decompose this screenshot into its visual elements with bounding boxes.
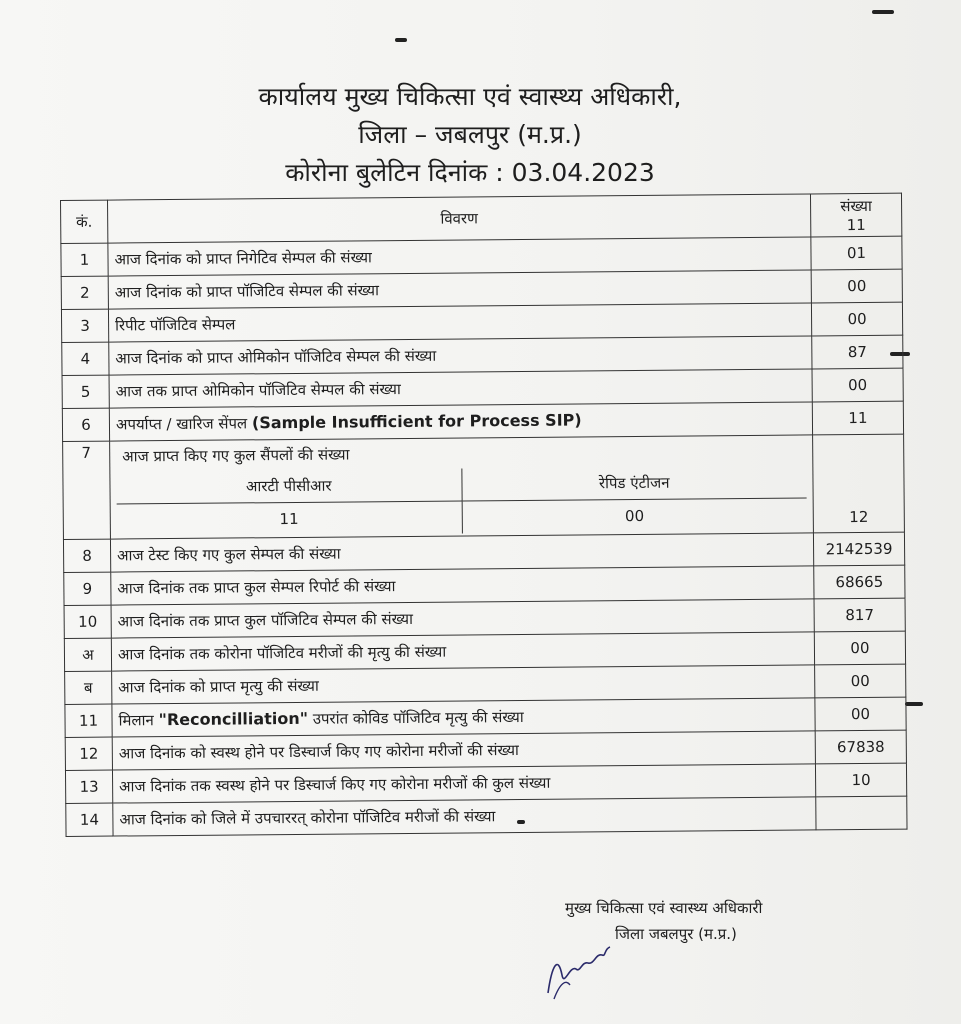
district-title: जिला – जबलपुर (म.प्र.) xyxy=(358,120,582,149)
punch-mark xyxy=(905,702,923,706)
row-val: 00 xyxy=(811,269,902,303)
row-desc: आज दिनांक को स्वस्थ होने पर डिस्चार्ज किए गए कोरोना मरीजों की संख्या xyxy=(112,731,815,770)
row-sn: 11 xyxy=(65,704,112,737)
row-desc: आज दिनांक को प्राप्त पॉजिटिव सेम्पल की संख्या xyxy=(108,270,811,309)
row-desc: रिपीट पॉजिटिव सेम्पल xyxy=(108,303,811,342)
row-sn: 6 xyxy=(62,408,109,441)
row-val: 00 xyxy=(812,368,903,402)
row-desc: आज दिनांक को प्राप्त ओमिकोन पॉजिटिव सेम्पल की संख्या xyxy=(109,336,812,375)
row-desc: आज तक प्राप्त ओमिकोन पॉजिटिव सेम्पल की संख्या xyxy=(109,369,812,408)
col-val-header xyxy=(810,193,901,237)
table-row-nested xyxy=(63,434,905,539)
row-val: 68665 xyxy=(814,565,905,599)
row-desc: आज दिनांक तक स्वस्थ होने पर डिस्चार्ज किए गए कोरोना मरीजों की कुल संख्या xyxy=(112,764,815,803)
signature-block xyxy=(565,895,762,947)
row-val: 00 xyxy=(811,302,902,336)
row-nested-cell xyxy=(110,435,814,539)
row-sn: अ xyxy=(64,638,111,671)
row-sn: 5 xyxy=(62,375,109,408)
row-desc-bold: (Sample Insufficient for Process SIP) xyxy=(251,410,582,433)
row-val: 12 xyxy=(813,434,905,533)
signatory-title: मुख्य चिकित्सा एवं स्वास्थ्य अधिकारी xyxy=(565,899,763,917)
row-desc: आज दिनांक को प्राप्त मृत्यु की संख्या xyxy=(112,665,815,704)
row-sn: ब xyxy=(65,671,112,704)
table-header-row xyxy=(61,193,902,243)
punch-mark xyxy=(395,38,407,42)
row-sn: 12 xyxy=(65,737,112,770)
sub-val-rtpcr: 11 xyxy=(117,501,462,537)
row-desc-bold: "Reconcilliation" xyxy=(158,708,309,730)
sub-head-rapid: रेपिड एंटीजन xyxy=(461,465,806,501)
document-header xyxy=(120,78,820,192)
row-val xyxy=(816,796,907,830)
signatory-district: जिला जबलपुर (म.प्र.) xyxy=(615,925,737,943)
row-desc: आज दिनांक तक कोरोना पॉजिटिव मरीजों की मृत्यु की संख्या xyxy=(111,632,814,671)
row-desc-post: उपरांत कोविड पॉजिटिव मृत्यु की संख्या xyxy=(307,707,524,728)
office-title: कार्यालय मुख्य चिकित्सा एवं स्वास्थ्य अधिकारी, xyxy=(258,82,682,111)
row-sn: 14 xyxy=(66,803,113,836)
row-val: 00 xyxy=(814,631,905,665)
row-desc: आज दिनांक को प्राप्त निगेटिव सेम्पल की संख्या xyxy=(108,237,811,276)
row-val: 00 xyxy=(815,664,906,698)
row-val: 67838 xyxy=(815,730,906,764)
sub-val-rapid: 00 xyxy=(462,498,807,534)
row-sn: 9 xyxy=(64,572,111,605)
header-val: 11 xyxy=(846,215,866,235)
row-sn: 3 xyxy=(61,309,108,342)
row-sn: 1 xyxy=(61,243,108,276)
row-sn: 4 xyxy=(62,342,109,375)
bulletin-table xyxy=(60,193,908,837)
row-val: 01 xyxy=(811,236,902,270)
punch-mark xyxy=(872,10,894,14)
table-row xyxy=(66,796,907,836)
row-desc: आज दिनांक को जिले में उपचाररत् कोरोना पॉजिटिव मरीजों की संख्या xyxy=(113,797,816,836)
col-sn-header: कं. xyxy=(61,200,108,243)
row-val: 2142539 xyxy=(813,532,904,566)
row-sn: 8 xyxy=(63,539,110,572)
row-val: 11 xyxy=(812,401,903,435)
row-desc: आज प्राप्त किए गए कुल सैंपलों की संख्या xyxy=(122,445,350,466)
bulletin-table-wrapper xyxy=(60,193,906,837)
col-desc-header: विवरण xyxy=(108,194,811,243)
row-sn: 7 xyxy=(63,441,111,539)
sub-head-rtpcr: आरटी पीसीआर xyxy=(116,469,461,505)
row-desc: आज दिनांक तक प्राप्त कुल पॉजिटिव सेम्पल की संख्या xyxy=(111,599,814,638)
row-desc-pre: मिलान xyxy=(118,711,159,730)
row-val: 87 xyxy=(812,335,903,369)
row-desc: आज टेस्ट किए गए कुल सेम्पल की संख्या xyxy=(110,533,813,572)
row-desc-text: अपर्याप्त / खारिज सेंपल xyxy=(115,414,248,434)
sample-breakdown-table xyxy=(116,465,807,536)
row-val: 10 xyxy=(815,763,906,797)
row-sn: 13 xyxy=(65,770,112,803)
row-sn: 2 xyxy=(61,276,108,309)
col-val-label: संख्या xyxy=(840,196,872,216)
row-val: 00 xyxy=(815,697,906,731)
row-val: 817 xyxy=(814,598,905,632)
row-sn: 10 xyxy=(64,605,111,638)
bulletin-date-title: कोरोना बुलेटिन दिनांक : 03.04.2023 xyxy=(285,158,655,187)
row-desc: आज दिनांक तक प्राप्त कुल सेम्पल रिपोर्ट की संख्या xyxy=(111,566,814,605)
